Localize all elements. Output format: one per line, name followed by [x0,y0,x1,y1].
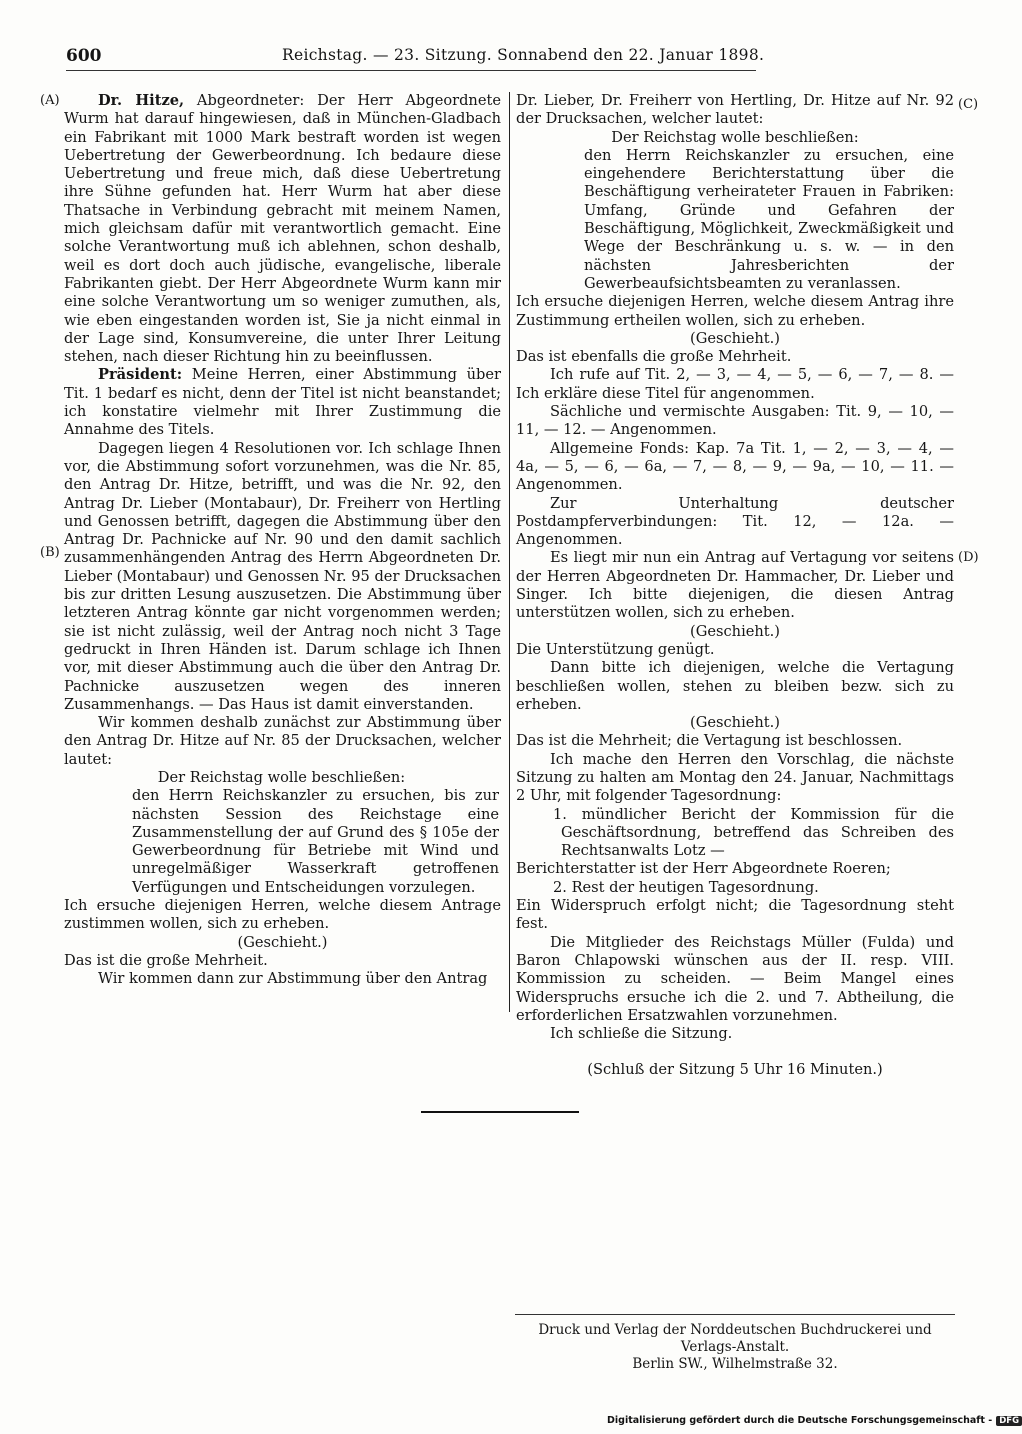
session-end-note: (Schluß der Sitzung 5 Uhr 16 Minuten.) [587,1061,883,1079]
paragraph: Ich mache den Herren den Vorschlag, die nächste Sitzung zu halten am Montag den 24. Januar, Nachmittags 2 Uhr, mit folgender Tagesordnung: [516,750,954,805]
quoted-motion [516,129,954,294]
paragraph: Sächliche und vermischte Ausgaben: Tit. 9, — 10, — 11, — 12. — Angenommen. [516,403,954,439]
imprint-line: Druck und Verlag der Norddeutschen Buchdruckerei und Verlags-Anstalt. [538,1322,932,1355]
agenda-item: 1. mündlicher Bericht der Kommission für die Geschäftsordnung, betreffend das Schreiben des Rechtsanwalts Lotz — [553,805,954,860]
stage-note: (Geschieht.) [237,933,328,951]
stage-note: (Geschieht.) [690,714,780,732]
motion-title: Der Reichstag wolle beschließen: [611,128,859,146]
paragraph: Wir kommen dann zur Abstimmung über den Antrag [98,970,488,988]
paragraph: Ich schließe die Sitzung. [550,1025,733,1043]
paragraph: Es liegt mir nun ein Antrag auf Vertagung vor seitens der Herren Abgeordneten Dr. Hammacher, Dr. Lieber und Singer. Ich bitte diejenigen, die diesen Antrag unterstützen wollen, sich zu erheben. [516,549,954,622]
speaker-name: Präsident: [98,366,183,384]
margin-mark-b: (B) [40,545,60,560]
paragraph: Ich rufe auf Tit. 2, — 3, — 4, — 5, — 6, — 7, — 8. — Ich erkläre diese Titel für angenommen. [516,366,954,402]
paragraph: Das ist die große Mehrheit. [64,951,268,969]
paragraph: Dagegen liegen 4 Resolutionen vor. Ich schlage Ihnen vor, die Abstimmung sofort vorzunehmen, was die Nr. 85, den Antrag Dr. Hitze, betrifft, und was die Nr. 92, den Antrag Dr. Lieber (Montabaur), Dr. Freiherr von Hertling und Genossen betrifft, dagegen die Abstimmung über den Antrag Dr. Pachnicke auf Nr. 90 und den damit sachlich zusammenhängenden Antrag des Herrn Abgeordneten Dr. Lieber (Montabaur) und Genossen Nr. 95 der Drucksachen bis zur dritten Lesung auszusetzen. Die Abstimmung über letzteren Antrag könnte gar nicht vorgenommen werden; sie ist nicht zulässig, weil der Antrag noch nicht 3 Tage gedruckt in Ihren Händen ist. Darum schlage ich Ihnen vor, mit dieser Abstimmung auch die über den Antrag Dr. Pachnicke auszusetzen wegen des inneren Zusammenhangs. — Das Haus ist damit einverstanden. [64,439,501,713]
digitization-credit [607,1415,1022,1426]
paragraph: Das ist ebenfalls die große Mehrheit. [516,348,792,366]
paragraph: Zur Unterhaltung deutscher Postdampferverbindungen: Tit. 12, — 12a. — Angenommen. [516,494,954,549]
paragraph: Wir kommen deshalb zunächst zur Abstimmung über den Antrag Dr. Hitze auf Nr. 85 der Drucksachen, welcher lautet: [64,714,501,768]
margin-mark-d: (D) [958,550,979,565]
printer-imprint [515,1314,955,1373]
column-divider [509,92,510,1012]
paragraph [64,366,501,439]
paragraph: Dann bitte ich diejenigen, welche die Vertagung beschließen wollen, stehen zu bleiben bezw. sich zu erheben. [516,659,954,713]
paragraph: Die Unterstützung genügt. [516,640,715,658]
stage-note: (Geschieht.) [690,329,780,347]
quoted-motion [64,769,501,897]
margin-mark-c: (C) [958,97,979,112]
paragraph: Ich ersuche diejenigen Herren, welche diesem Antrag ihre Zustimmung ertheilen wollen, sich zu erheben. [516,293,954,329]
paragraph: Ein Widerspruch erfolgt nicht; die Tagesordnung steht fest. [516,897,954,933]
paragraph-text: Abgeordneter: Der Herr Abgeordnete Wurm hat darauf hingewiesen, daß in München-Gladbach ein Fabrikant mit 1000 Mark bestraft worden ist wegen Uebertretung der Gewerbeordnung. Ich bedaure diese Uebertretung und freue mich, daß diese Uebertretung ihre Sühne gefunden hat. Herr Wurm hat aber diese Thatsache in Verbindung gebracht mit meinem Namen, mich gleichsam dafür mit verantwortlich gemacht. Eine solche Verantwortung muß ich ablehnen, schon deshalb, weil es dort doch auch jüdische, evangelische, liberale Fabrikanten giebt. Der Herr Abgeordnete Wurm kann mir eine solche Verantwortung um so weniger zumuthen, als, wie eben eingestanden worden ist, Sie ja nicht einmal in der Lage sind, Konsumvereine, die unter Ihrer Leitung stehen, nach dieser Richtung hin zu beeinflussen. [64,92,501,366]
motion-text: den Herrn Reichskanzler zu ersuchen, bis zur nächsten Session des Reichstage eine Zusammenstellung der auf Grund des § 105e der Gewerbeordnung für Betriebe mit Wind und unregelmäßiger Wasserkraft getroffenen Verfügungen und Entscheidungen vorzulegen. [132,787,499,896]
paragraph: Allgemeine Fonds: Kap. 7a Tit. 1, — 2, — 3, — 4, — 4a, — 5, — 6, — 6a, — 7, — 8, — 9, — 9a, — 10, — 11. — Angenommen. [516,439,954,494]
stage-note: (Geschieht.) [690,622,780,640]
motion-title: Der Reichstag wolle beschließen: [157,768,406,786]
paragraph [64,92,501,366]
paragraph: Ich ersuche diejenigen Herren, welche diesem Antrage zustimmen wollen, sich zu erheben. [64,897,501,933]
paragraph-text: Meine Herren, einer Abstimmung über Tit. 1 bedarf es nicht, denn der Titel ist nicht beanstandet; ich konstatire vielmehr mit Ihrer Zustimmung die Annahme des Titels. [64,366,501,439]
section-rule [421,1111,579,1113]
running-head: Reichstag. — 23. Sitzung. Sonnabend den 22. Januar 1898. [282,46,765,64]
motion-text: den Herrn Reichskanzler zu ersuchen, eine eingehendere Berichterstattung über die Beschäftigung verheirateter Frauen in Fabriken: Umfang, Gründe und Gefahren der Beschäftigung, Möglichkeit, Zweckmäßigkeit und Wege der Beschränkung u. s. w. — in den nächsten Jahresberichten der Gewerbeaufsichtsbeamten zu veranlassen. [584,146,954,292]
agenda-item: 2. Rest der heutigen Tagesordnung. [553,878,819,896]
paragraph: Berichterstatter ist der Herr Abgeordnete Roeren; [516,860,891,878]
left-column [64,92,501,989]
credit-text: Digitalisierung gefördert durch die Deutsche Forschungsgemeinschaft - [607,1415,993,1426]
right-column [516,92,954,1080]
paragraph: Dr. Lieber, Dr. Freiherr von Hertling, Dr. Hitze auf Nr. 92 der Drucksachen, welcher lautet: [516,92,954,128]
dfg-logo: DFG [996,1416,1022,1426]
imprint-line: Berlin SW., Wilhelmstraße 32. [632,1356,838,1372]
paragraph: Die Mitglieder des Reichstags Müller (Fulda) und Baron Chlapowski wünschen aus der II. resp. VIII. Kommission zu scheiden. — Beim Mangel eines Widerspruchs ersuche ich die 2. und 7. Abtheilung, die erforderlichen Ersatzwahlen vorzunehmen. [516,933,954,1024]
speaker-name: Dr. Hitze, [98,92,185,109]
margin-mark-a: (A) [40,93,60,108]
page-number: 600 [66,46,102,66]
paragraph: Das ist die Mehrheit; die Vertagung ist beschlossen. [516,732,903,750]
page-header [66,44,765,71]
